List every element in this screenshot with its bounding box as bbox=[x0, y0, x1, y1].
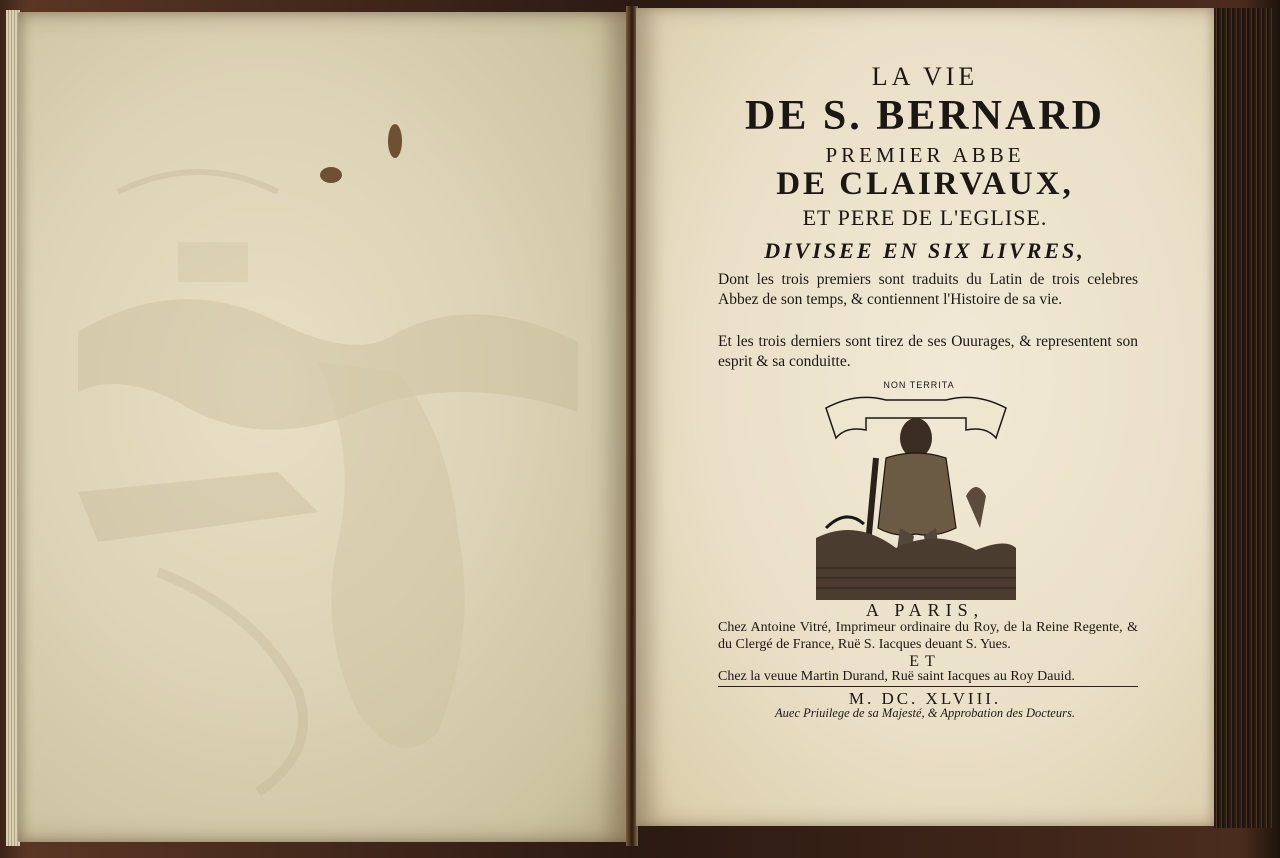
imprint-rule bbox=[718, 686, 1138, 687]
title-line-1: LA VIE bbox=[871, 62, 979, 91]
bleed-through-engraving bbox=[58, 72, 598, 812]
imprint-year: M. DC. XLVIII. bbox=[848, 689, 1002, 708]
imprint-printer-1: Chez Antoine Vitré, Imprimeur ordinaire du Roy, de la Reine Regente, & du Clergé de France, Ruë S. Iacques deuant S. Yues. bbox=[718, 620, 1138, 652]
description-paragraph-1: Dont les trois premiers sont traduits du Latin de trois celebres Abbez de son temps, & contiennent l'Histoire de sa vie. bbox=[718, 271, 1138, 308]
title-line-3: PREMIER ABBE bbox=[825, 143, 1025, 167]
ink-stain bbox=[320, 167, 342, 183]
description-paragraph-2: Et les trois derniers sont tirez de ses Ouurages, & representent son esprit & sa conduitte. bbox=[718, 333, 1138, 370]
left-page-frontispiece bbox=[18, 12, 630, 842]
title-line-6: DIVISEE EN SIX LIVRES, bbox=[764, 238, 1086, 263]
printers-device-woodcut bbox=[816, 378, 1016, 600]
imprint-city: A PARIS, bbox=[865, 600, 985, 620]
title-page bbox=[636, 8, 1214, 826]
ink-stain bbox=[388, 124, 402, 158]
device-motto: NON TERRITA bbox=[883, 380, 955, 390]
privilege-line: Auec Priuilege de sa Majesté, & Approbation des Docteurs. bbox=[775, 706, 1075, 720]
title-line-4: DE CLAIRVAUX, bbox=[776, 166, 1074, 202]
title-line-2: DE S. BERNARD bbox=[745, 93, 1105, 139]
title-line-5: ET PERE DE L'EGLISE. bbox=[802, 205, 1048, 230]
imprint-conjunction: ET bbox=[909, 653, 941, 670]
imprint-printer-2: Chez la veuue Martin Durand, Ruë saint Iacques au Roy Dauid. bbox=[718, 669, 1075, 684]
right-page-edges bbox=[1214, 8, 1272, 828]
